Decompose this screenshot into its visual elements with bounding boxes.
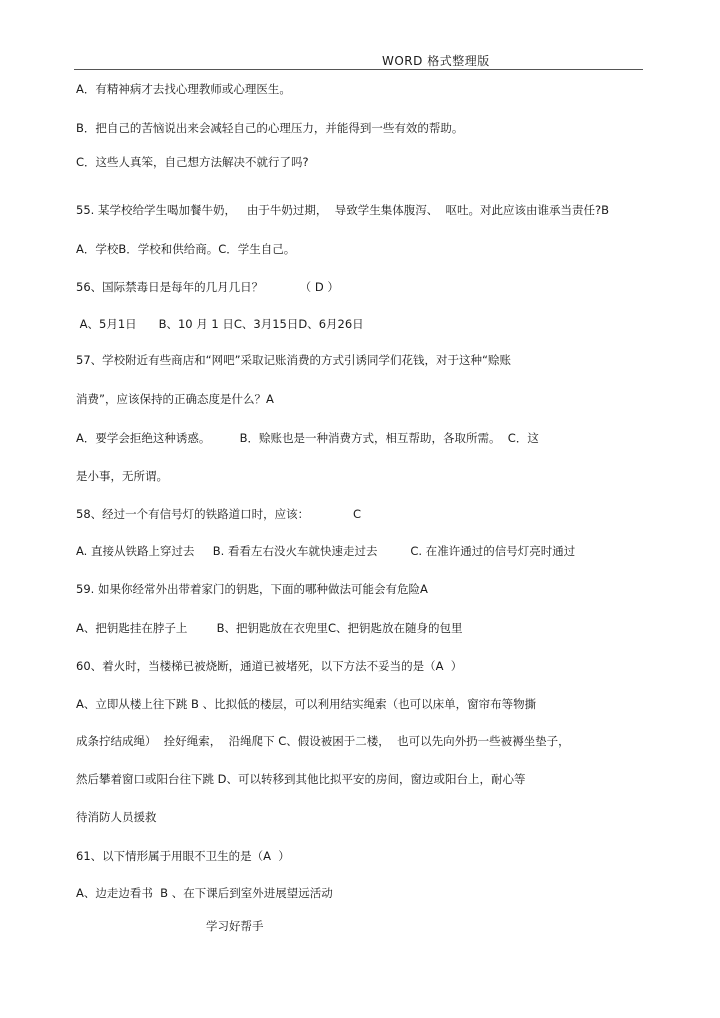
option-line: 是小事，无所谓。	[76, 469, 168, 483]
option-line: A. 直接从铁路上穿过去 B. 看看左右没火车就快速走过去 C. 在准许通过的信号灯亮时通过	[76, 544, 576, 558]
question-line: 消费”，应该保持的正确态度是什么？A	[76, 392, 274, 406]
page-footer-text: 学习好帮手	[206, 919, 264, 933]
option-line: A、把钥匙挂在脖子上 B、把钥匙放在衣兜里C、把钥匙放在随身的包里	[76, 621, 463, 635]
question-line: 55. 某学校给学生喝加餐牛奶， 由于牛奶过期， 导致学生集体腹泻、 呕吐。对此应该由谁承当责任?B	[76, 203, 610, 217]
option-line: 待消防人员援救	[76, 810, 157, 824]
option-line: A．学校B．学校和供给商。C．学生自己。	[76, 242, 296, 256]
question-line: 61、以下情形属于用眼不卫生的是（A ）	[76, 849, 290, 863]
question-line: 56、国际禁毒日是每年的几月几日？ （ D ）	[76, 280, 339, 294]
option-line: 成条拧结成绳） 拴好绳索， 沿绳爬下 C、假设被困于二楼， 也可以先向外扔一些被褥坐垫子，	[76, 734, 570, 748]
question-line: 58、经过一个有信号灯的铁路道口时，应该： C	[76, 507, 362, 521]
question-line: 57、学校附近有些商店和“网吧”采取记账消费的方式引诱同学们花钱，对于这种“赊账	[76, 353, 512, 367]
option-line: A、立即从楼上往下跳 B 、比拟低的楼层，可以利用结实绳索（也可以床单，窗帘布等物撕	[76, 697, 537, 711]
option-line: A．要学会拒绝这种诱惑。 B．赊账也是一种消费方式，相互帮助，各取所需。 C．这	[76, 431, 539, 445]
page-header-title: WORD 格式整理版	[382, 54, 490, 68]
header-divider	[74, 69, 643, 70]
question-line: 59. 如果你经常外出带着家门的钥匙，下面的哪种做法可能会有危险A	[76, 582, 428, 596]
option-line: A、边走边看书 B 、在下课后到室外进展望远活动	[76, 886, 333, 900]
option-line: B．把自己的苦恼说出来会减轻自己的心理压力，并能得到一些有效的帮助。	[76, 121, 464, 135]
option-line: C．这些人真笨，自己想方法解决不就行了吗?	[76, 155, 309, 169]
question-line: 60、着火时，当楼梯已被烧断，通道已被堵死，以下方法不妥当的是（A ）	[76, 659, 463, 673]
option-line: A．有精神病才去找心理教师或心理医生。	[76, 82, 291, 96]
option-line: 然后攀着窗口或阳台往下跳 D、可以转移到其他比拟平安的房间，窗边或阳台上，耐心等	[76, 772, 526, 786]
option-line: A、5月1日 B、10 月 1 日C、3月15日D、6月26日	[76, 317, 364, 331]
